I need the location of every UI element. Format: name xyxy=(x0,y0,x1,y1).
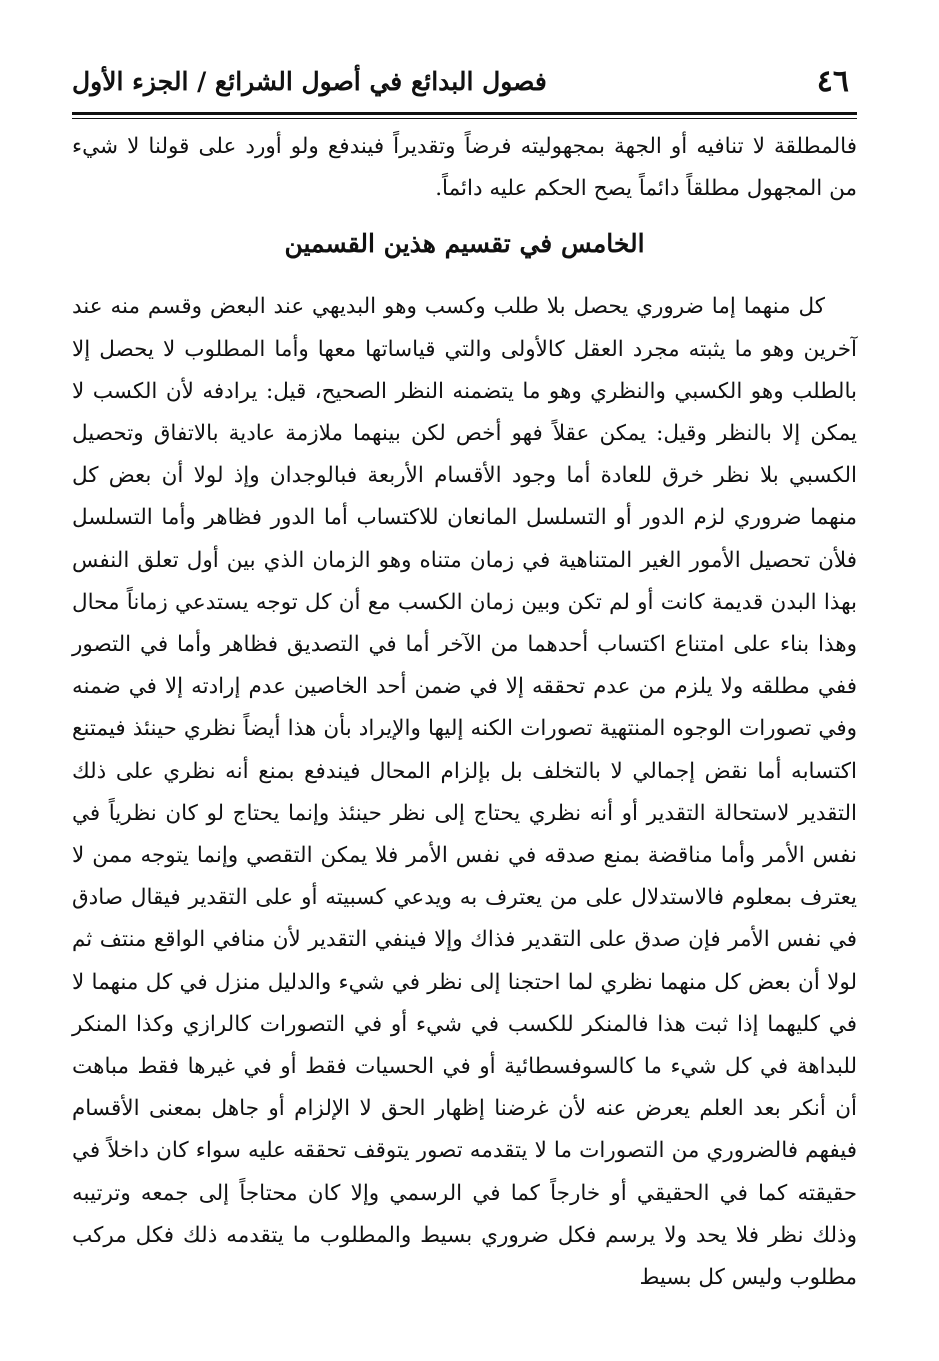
intro-paragraph: فالمطلقة لا تنافيه أو الجهة بمجهوليته فرضاً وتقديراً فيندفع ولو أورد على قولنا لا شيء من المجهول مطلقاً دائماً يصح الحكم عليه دائماً. xyxy=(72,134,857,202)
running-title: فصول البدائع في أصول الشرائع / الجزء الأول xyxy=(72,67,547,96)
page-content xyxy=(72,126,857,1299)
body-paragraph: كل منهما إما ضروري يحصل بلا طلب وكسب وهو البديهي عند البعض وقسم منه عند آخرين وهو ما يثبته مجرد العقل كالأولى والتي قياساتها معها وأما المطلوب لا يحصل إلا بالطلب وهو الكسبي والنظري وهو ما يتضمنه النظر الصحيح، قيل: يرادفه لأن الكسب لا يمكن إلا بالنظر وقيل: يمكن عقلاً فهو أخص لكن بينهما ملازمة عادية بالاتفاق وتحصيل الكسبي بلا نظر خرق للعادة أما وجود الأقسام الأربعة فبالوجدان وإذ لولا أن بعض كل منهما ضروري لزم الدور أو التسلسل المانعان للاكتساب أما الدور فظاهر وأما التسلسل فلأن تحصيل الأمور الغير المتناهية في زمان متناه وهو الزمان الذي بين أول تعلق النفس بهذا البدن قديمة كانت أو لم تكن وبين زمان الكسب مع أن كل توجه يستدعي زماناً محال وهذا بناء على امتناع اكتساب أحدهما من الآخر أما في التصديق فظاهر وأما في التصور ففي مطلقه ولا يلزم من عدم تحققه إلا في ضمن أحد الخاصين عدم إرادته إلا في ضمنه وفي تصورات الوجوه المنتهية تصورات الكنه إليها والإيراد بأن هذا أيضاً نظري حينئذ فيمتنع اكتسابه أما نقض إجمالي لا بالتخلف بل بإلزام المحال فيندفع بمنع أنه نظري على ذلك التقدير لاستحالة التقدير أو أنه نظري يحتاج إلى نظر حينئذ وإنما يحتاج لو كان نظرياً في نفس الأمر وأما مناقضة بمنع صدقه في نفس الأمر فلا يمكن التقصي وإنما يتوجه ممن لا يعترف بمعلوم فالاستدلال على من يعترف به ويدعي كسبيته أو على التقدير فيقال صادق في نفس الأمر فإن صدق على التقدير فذاك وإلا فينفي التقدير لأن منافي الواقع منتف ثم لولا أن بعض كل منهما نظري لما احتجنا إلى نظر في شيء والدليل منزل في كل منهما لا في كليهما إذا ثبت هذا فالمنكر للكسب في شيء أو في التصورات كالرازي وكذا المنكر للبداهة في كل شيء ما كالسوفسطائية أو في الحسيات فقط أو في غيرها فقط مباهت أن أنكر بعد العلم يعرض عنه لأن غرضنا إظهار الحق لا الإلزام أو جاهل بمعنى الأقسام فيفهم فالضروري من التصورات ما لا يتقدمه تصور يتوقف تحققه عليه سواء كان داخلاً في حقيقته كما في الحقيقي أو خارجاً كما في الرسمي وإلا كان محتاجاً إلى جمعه وترتيبه وذلك نظر فلا يحد ولا يرسم فكل ضروري بسيط والمطلوب ما يتقدمه ذلك فكل مركب مطلوب وليس كل بسيط xyxy=(72,294,857,1291)
page-number: ٤٦ xyxy=(816,64,849,99)
page-header xyxy=(72,62,857,108)
header-rule xyxy=(72,112,857,115)
section-heading: الخامس في تقسيم هذين القسمين xyxy=(284,229,645,259)
header-rule-thin xyxy=(72,118,857,119)
